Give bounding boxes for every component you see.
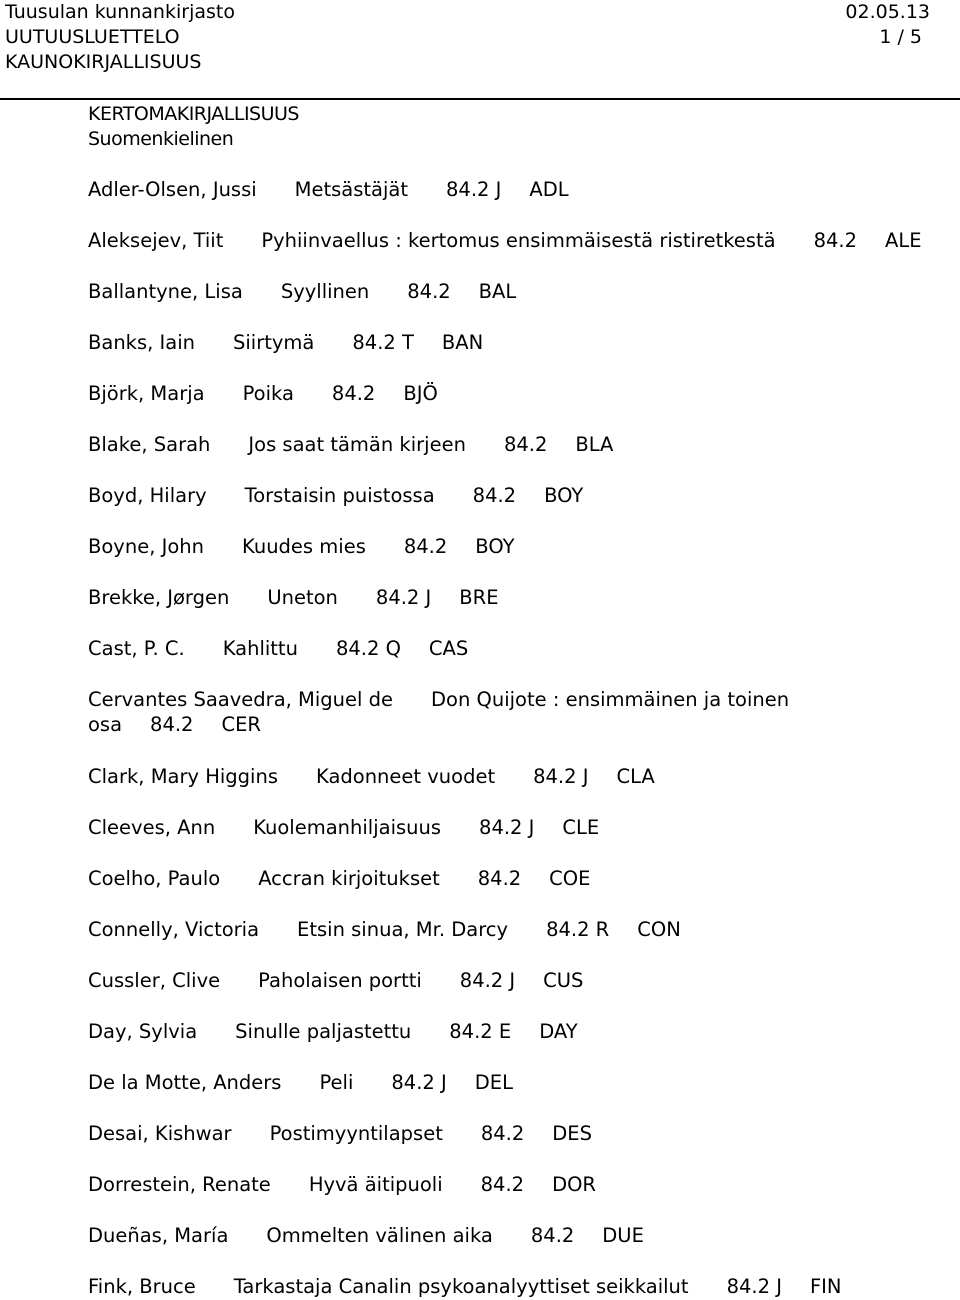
entry-code: CON — [637, 918, 681, 941]
list-item — [88, 1121, 948, 1147]
entry-title: Torstaisin puistossa — [244, 484, 435, 507]
entry-class: 84.2 — [403, 535, 448, 558]
entry-title: Kuudes mies — [242, 535, 366, 558]
entry-continuation — [88, 712, 261, 738]
entry-class: 84.2 — [472, 484, 517, 507]
library-name: Tuusulan kunnankirjasto — [5, 1, 235, 23]
entry-code: DUE — [602, 1224, 644, 1247]
list-item — [88, 968, 948, 994]
entry-author: Ballantyne, Lisa — [88, 280, 243, 303]
entry-code: BAL — [478, 280, 517, 303]
entry-class: 84.2 — [813, 229, 857, 252]
list-item — [88, 483, 948, 509]
entry-class: 84.2 E — [449, 1020, 512, 1043]
entry-code: CER — [221, 713, 261, 736]
entry-author: Blake, Sarah — [88, 433, 211, 456]
list-item — [88, 1274, 948, 1300]
entry-title: Ommelten välinen aika — [266, 1224, 493, 1247]
entry-class: 84.2 J — [533, 765, 589, 788]
entry-title: Paholaisen portti — [258, 969, 422, 992]
entry-title: Kahlittu — [222, 637, 298, 660]
entry-code: DAY — [539, 1020, 578, 1043]
entry-class: 84.2 — [480, 1173, 525, 1196]
entry-code: BOY — [544, 484, 584, 507]
entry-author: Aleksejev, Tiit — [88, 229, 224, 252]
entry-title: Etsin sinua, Mr. Darcy — [297, 918, 509, 941]
entry-class: 84.2 — [480, 1122, 525, 1145]
entry-author: Adler-Olsen, Jussi — [88, 178, 257, 201]
entry-author: Dorrestein, Renate — [88, 1173, 271, 1196]
list-item — [88, 636, 948, 662]
entry-class: 84.2 T — [352, 331, 414, 354]
entry-code: BAN — [441, 331, 484, 354]
entry-code: BOY — [475, 535, 515, 558]
entry-author: Cussler, Clive — [88, 969, 221, 992]
section-subtitle: Suomenkielinen — [88, 128, 234, 150]
entry-class: 84.2 J — [726, 1275, 782, 1298]
list-item — [88, 330, 948, 356]
list-item — [88, 432, 948, 458]
entry-author: Dueñas, María — [88, 1224, 229, 1247]
entry-title: Accran kirjoitukset — [258, 867, 440, 890]
entry-title: Postimyyntilapset — [269, 1122, 443, 1145]
entry-title: Peli — [319, 1071, 354, 1094]
entry-author: Coelho, Paulo — [88, 867, 221, 890]
entry-author: Desai, Kishwar — [88, 1122, 232, 1145]
entry-title: Siirtymä — [233, 331, 315, 354]
entry-code: BRE — [459, 586, 499, 609]
entry-class: 84.2 — [150, 713, 194, 736]
entry-author: Connelly, Victoria — [88, 918, 260, 941]
list-item — [88, 1172, 948, 1198]
entry-title: Tarkastaja Canalin psykoanalyyttiset seikkailut — [233, 1275, 689, 1298]
entry-code: DOR — [552, 1173, 596, 1196]
entry-class: 84.2 R — [546, 918, 610, 941]
list-item — [88, 815, 948, 841]
entry-class: 84.2 Q — [335, 637, 401, 660]
entry-code: DES — [552, 1122, 592, 1145]
list-date: 02.05.13 — [845, 1, 930, 23]
list-item — [88, 381, 948, 407]
entry-title: Don Quijote : ensimmäinen ja toinen — [431, 688, 790, 711]
entry-title: Jos saat tämän kirjeen — [248, 433, 466, 456]
category-name: KAUNOKIRJALLISUUS — [5, 51, 202, 73]
list-item — [88, 177, 948, 203]
entry-author: Boyne, John — [88, 535, 205, 558]
list-item — [88, 279, 948, 305]
entry-code: CUS — [543, 969, 584, 992]
entry-author: Brekke, Jørgen — [88, 586, 230, 609]
list-item — [88, 1070, 948, 1096]
entry-code: BJÖ — [403, 382, 438, 405]
entry-title: Kuolemanhiljaisuus — [253, 816, 442, 839]
entry-code: ALE — [884, 229, 922, 252]
entry-code: FIN — [809, 1275, 842, 1298]
entry-title-continuation: osa — [88, 713, 123, 736]
entry-author: Cleeves, Ann — [88, 816, 216, 839]
entry-title: Pyhiinvaellus : kertomus ensimmäisestä ristiretkestä — [261, 229, 776, 252]
entry-author: Clark, Mary Higgins — [88, 765, 278, 788]
entry-code: ADL — [529, 178, 569, 201]
entry-author: Day, Sylvia — [88, 1020, 198, 1043]
entry-code: CLA — [616, 765, 655, 788]
entry-code: COE — [549, 867, 591, 890]
entry-class: 84.2 J — [459, 969, 516, 992]
entry-title: Sinulle paljastettu — [235, 1020, 412, 1043]
entry-author: Cervantes Saavedra, Miguel de — [88, 688, 394, 711]
list-item — [88, 1223, 948, 1249]
entry-title: Metsästäjät — [294, 178, 409, 201]
list-item — [88, 228, 948, 254]
list-name: UUTUUSLUETTELO — [5, 26, 180, 48]
entry-class: 84.2 J — [391, 1071, 447, 1094]
list-item — [88, 585, 948, 611]
entry-class: 84.2 J — [479, 816, 535, 839]
section-title: KERTOMAKIRJALLISUUS — [88, 103, 299, 125]
entry-code: CAS — [428, 637, 469, 660]
entry-class: 84.2 — [477, 867, 522, 890]
page-number: 1 / 5 — [879, 26, 922, 48]
entry-author: Björk, Marja — [88, 382, 205, 405]
entry-class: 84.2 — [530, 1224, 575, 1247]
entry-title: Hyvä äitipuoli — [308, 1173, 443, 1196]
list-item — [88, 687, 948, 713]
entry-class: 84.2 — [503, 433, 548, 456]
entry-class: 84.2 J — [375, 586, 432, 609]
entry-class: 84.2 — [331, 382, 376, 405]
entry-title: Syyllinen — [280, 280, 370, 303]
entry-title: Uneton — [267, 586, 338, 609]
entry-author: Fink, Bruce — [88, 1275, 196, 1298]
list-item — [88, 764, 948, 790]
entry-code: CLE — [562, 816, 600, 839]
entry-author: Cast, P. C. — [88, 637, 185, 660]
entry-author: Boyd, Hilary — [88, 484, 207, 507]
entry-code: DEL — [474, 1071, 513, 1094]
list-item — [88, 866, 948, 892]
entry-code: BLA — [575, 433, 614, 456]
entry-class: 84.2 — [407, 280, 451, 303]
entry-title: Kadonneet vuodet — [316, 765, 496, 788]
entry-title: Poika — [242, 382, 294, 405]
list-item — [88, 1019, 948, 1045]
header-divider — [0, 98, 960, 100]
entry-author: De la Motte, Anders — [88, 1071, 282, 1094]
list-item — [88, 534, 948, 560]
entry-class: 84.2 J — [446, 178, 502, 201]
entry-author: Banks, Iain — [88, 331, 196, 354]
list-item — [88, 917, 948, 943]
